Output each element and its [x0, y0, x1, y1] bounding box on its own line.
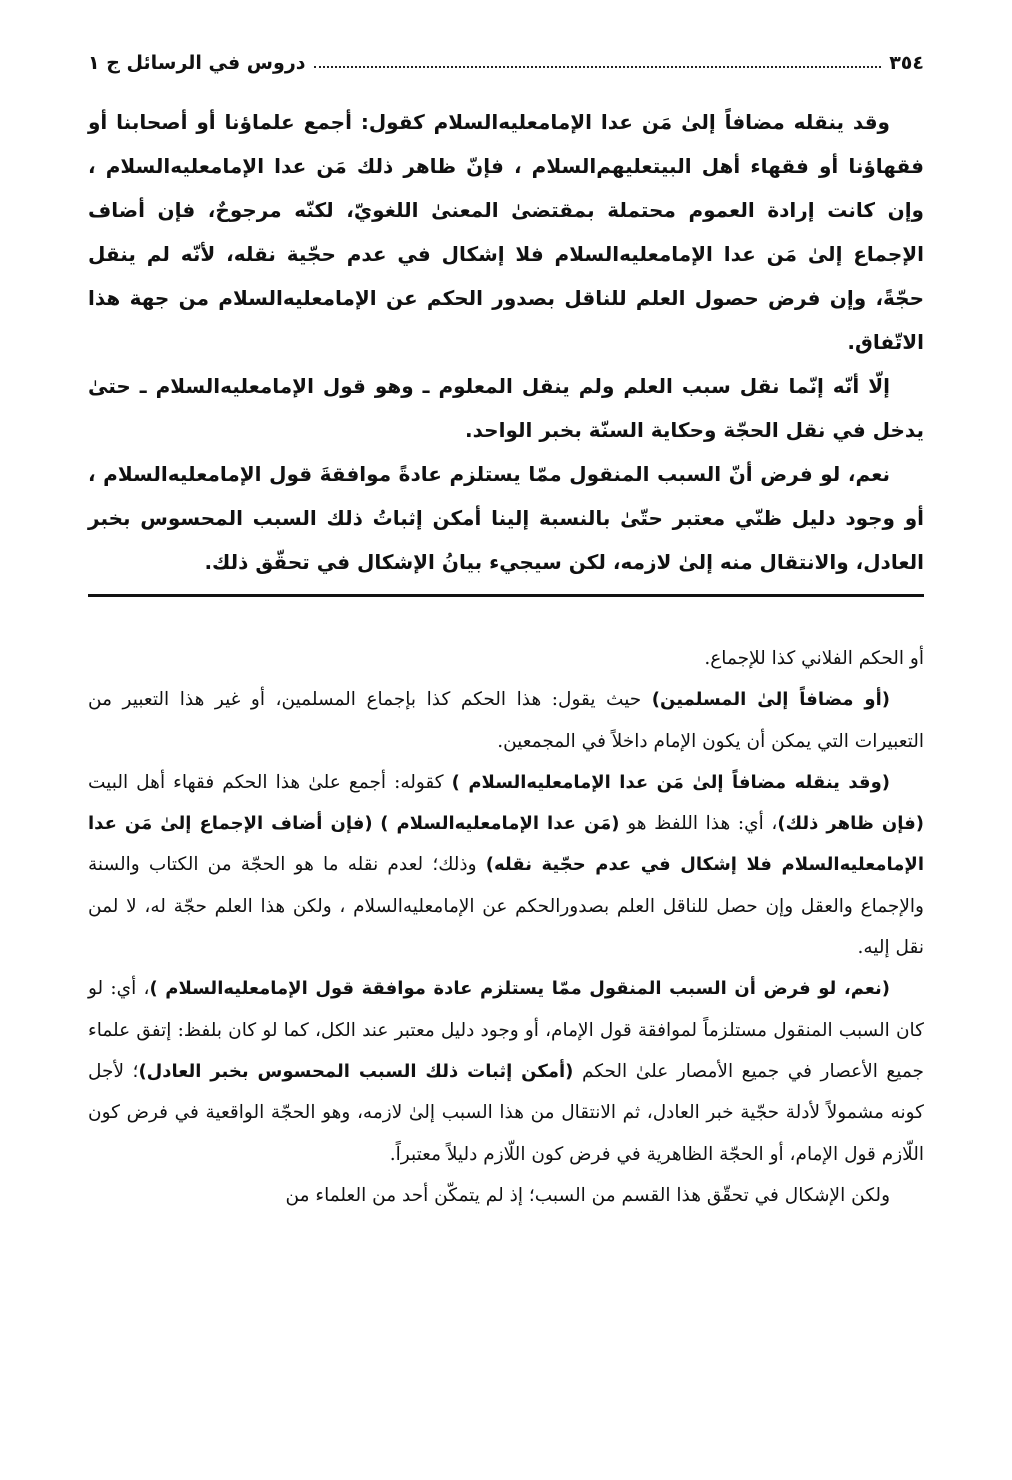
commentary-paragraph: (وقد ينقله مضافاً إلىٰ مَن عدا الإمامعليه‌السلام ) كقوله: أجمع علىٰ هذا الحكم فقهاء أهل البيت (فإن ظاهر ذلك)، أي: هذا اللفظ هو (مَن عدا الإمامعليه‌السلام ) (فإن أضاف الإجماع إلىٰ مَن عدا الإمامعليه‌السلام فلا إشكال في عدم حجّية نقله) وذلك؛ لعدم نقله ما هو الحجّة من الكتاب والسنة والإجماع والعقل وإن حصل للناقل العلم بصدورالحكم عن الإمامعليه‌السلام ، ولكن هذا العلم حجّة له، لا لمن نقل إليه.: [88, 771, 924, 959]
section-divider: [88, 594, 924, 597]
main-text: [88, 100, 924, 584]
commentary-paragraph: أو الحكم الفلاني كذا للإجماع.: [704, 648, 924, 669]
page-number: ٣٥٤: [889, 52, 924, 74]
header-dotted-leader: [314, 66, 882, 68]
main-paragraph: إلّا أنّه إنّما نقل سبب العلم ولم ينقل المعلوم ـ وهو قول الإمامعليه‌السلام ـ حتىٰ يدخل في نقل الحجّة وحكاية السنّة بخبر الواحد.: [88, 374, 924, 442]
commentary-paragraph: (نعم، لو فرض أن السبب المنقول ممّا يستلزم عادة موافقة قول الإمامعليه‌السلام )، أي: لو كان السبب المنقول مستلزماً لموافقة قول الإمام، أو وجود دليل معتبر عند الكل، كما لو كان بلفظ: إتفق علماء جميع الأعصار في جميع الأمصار علىٰ الحكم (أمكن إثبات ذلك السبب المحسوس بخبر العادل)؛ لأجل كونه مشمولاً لأدلة حجّية خبر العادل، ثم الانتقال من هذا السبب إلىٰ لازمه، وهو الحجّة الواقعية في فرض كون اللّازم قول الإمام، أو الحجّة الظاهرية في فرض كون اللّازم دليلاً معتبراً.: [88, 978, 924, 1165]
commentary-paragraph: ولكن الإشكال في تحقّق هذا القسم من السبب؛ إذ لم يتمكّن أحد من العلماء من: [285, 1184, 890, 1206]
book-page: [88, 0, 924, 1480]
commentary-text: [88, 638, 924, 1216]
book-title: دروس في الرسائل ج ١: [88, 52, 306, 74]
commentary-paragraph: (أو مضافاً إلىٰ المسلمين) حيث يقول: هذا الحكم كذا بإجماع المسلمين، أو غير هذا التعبير من التعبيرات التي يمكن أن يكون الإمام داخلاً في المجمعين.: [88, 689, 924, 752]
main-paragraph: وقد ينقله مضافاً إلىٰ مَن عدا الإمامعليه‌السلام كقول: أجمع علماؤنا أو أصحابنا أو فقهاؤنا أو فقهاء أهل البيتعليهم‌السلام ، فإنّ ظاهر ذلك مَن عدا الإمامعليه‌السلام ، وإن كانت إرادة العموم محتملة بمقتضىٰ المعنىٰ اللغويّ، لكنّه مرجوحٌ، فإن أضاف الإجماع إلىٰ مَن عدا الإمامعليه‌السلام فلا إشكال في عدم حجّية نقله، لأنّه لم ينقل حجّةً، وإن فرض حصول العلم للناقل بصدور الحكم عن الإمامعليه‌السلام من جهة هذا الاتّفاق.: [88, 110, 924, 354]
main-paragraph: نعم، لو فرض أنّ السبب المنقول ممّا يستلزم عادةً موافقةَ قول الإمامعليه‌السلام ، أو وجود دليل ظنّي معتبر حتّىٰ بالنسبة إلينا أمكن إثباتُ ذلك السبب المحسوس بخبر العادل، والانتقال منه إلىٰ لازمه، لكن سيجيء بيانُ الإشكال في تحقّق ذلك.: [88, 462, 924, 574]
page-header: [88, 46, 924, 80]
